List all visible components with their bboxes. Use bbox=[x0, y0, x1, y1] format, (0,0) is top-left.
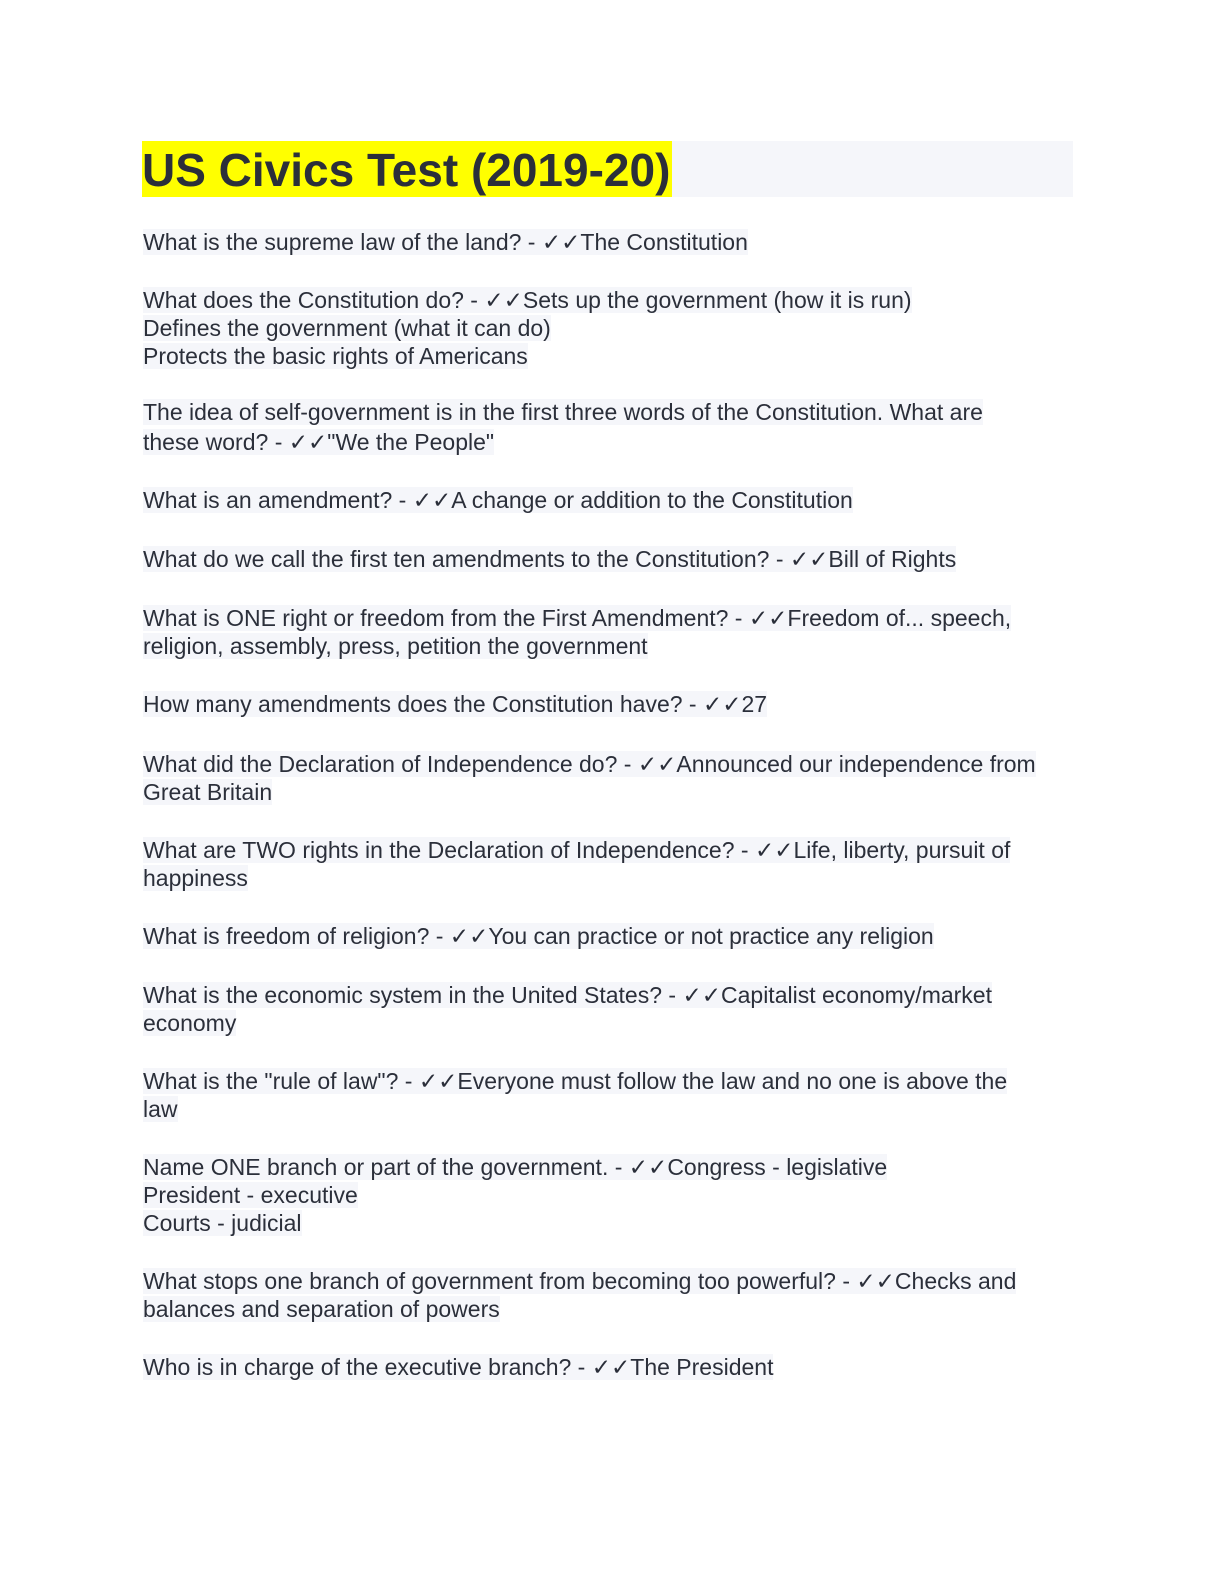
qa-item bbox=[143, 1067, 1007, 1123]
qa-line: law bbox=[143, 1096, 178, 1122]
qa-item bbox=[143, 604, 1011, 660]
qa-item bbox=[143, 981, 992, 1037]
qa-line: What are TWO rights in the Declaration of Independence? - ✓✓Life, liberty, pursuit of bbox=[143, 837, 1011, 863]
qa-line: The idea of self-government is in the first three words of the Constitution. What are bbox=[143, 399, 983, 425]
qa-line: What does the Constitution do? - ✓✓Sets up the government (how it is run) bbox=[143, 287, 912, 313]
qa-item bbox=[143, 922, 934, 950]
qa-line: What did the Declaration of Independence do? - ✓✓Announced our independence from bbox=[143, 751, 1036, 777]
qa-item bbox=[143, 1353, 773, 1381]
qa-item bbox=[143, 545, 956, 573]
qa-line: Defines the government (what it can do) bbox=[143, 315, 551, 341]
qa-item bbox=[143, 228, 748, 256]
qa-line: Protects the basic rights of Americans bbox=[143, 343, 528, 369]
qa-line: What is freedom of religion? - ✓✓You can practice or not practice any religion bbox=[143, 923, 934, 949]
qa-item bbox=[143, 836, 1010, 892]
qa-line: What is ONE right or freedom from the First Amendment? - ✓✓Freedom of... speech, bbox=[143, 605, 1012, 631]
page-title: US Civics Test (2019-20) bbox=[142, 141, 672, 197]
qa-line: What is the economic system in the United States? - ✓✓Capitalist economy/market bbox=[143, 982, 992, 1008]
qa-line: balances and separation of powers bbox=[143, 1296, 500, 1322]
qa-item bbox=[143, 750, 1036, 806]
qa-item bbox=[143, 1153, 887, 1237]
qa-line: Great Britain bbox=[143, 779, 273, 805]
qa-line: What is the supreme law of the land? - ✓✓The Constitution bbox=[143, 229, 748, 255]
qa-item bbox=[143, 486, 853, 514]
qa-line: What do we call the first ten amendments to the Constitution? - ✓✓Bill of Rights bbox=[143, 546, 957, 572]
qa-line: religion, assembly, press, petition the government bbox=[143, 633, 648, 659]
qa-line: President - executive bbox=[143, 1182, 358, 1208]
qa-line: How many amendments does the Constitution have? - ✓✓27 bbox=[143, 691, 768, 717]
qa-line: Name ONE branch or part of the government. - ✓✓Congress - legislative bbox=[143, 1154, 888, 1180]
qa-line: What is the "rule of law"? - ✓✓Everyone must follow the law and no one is above the bbox=[143, 1068, 1008, 1094]
qa-item bbox=[143, 397, 983, 457]
qa-line: happiness bbox=[143, 865, 248, 891]
qa-item bbox=[143, 690, 767, 718]
qa-item bbox=[143, 1267, 1016, 1323]
qa-line: What is an amendment? - ✓✓A change or addition to the Constitution bbox=[143, 487, 853, 513]
qa-line: economy bbox=[143, 1010, 237, 1036]
qa-line: Courts - judicial bbox=[143, 1210, 302, 1236]
qa-item bbox=[143, 286, 912, 370]
qa-line: Who is in charge of the executive branch? - ✓✓The President bbox=[143, 1354, 774, 1380]
qa-line: What stops one branch of government from becoming too powerful? - ✓✓Checks and bbox=[143, 1268, 1017, 1294]
qa-line: these word? - ✓✓"We the People" bbox=[143, 429, 495, 455]
